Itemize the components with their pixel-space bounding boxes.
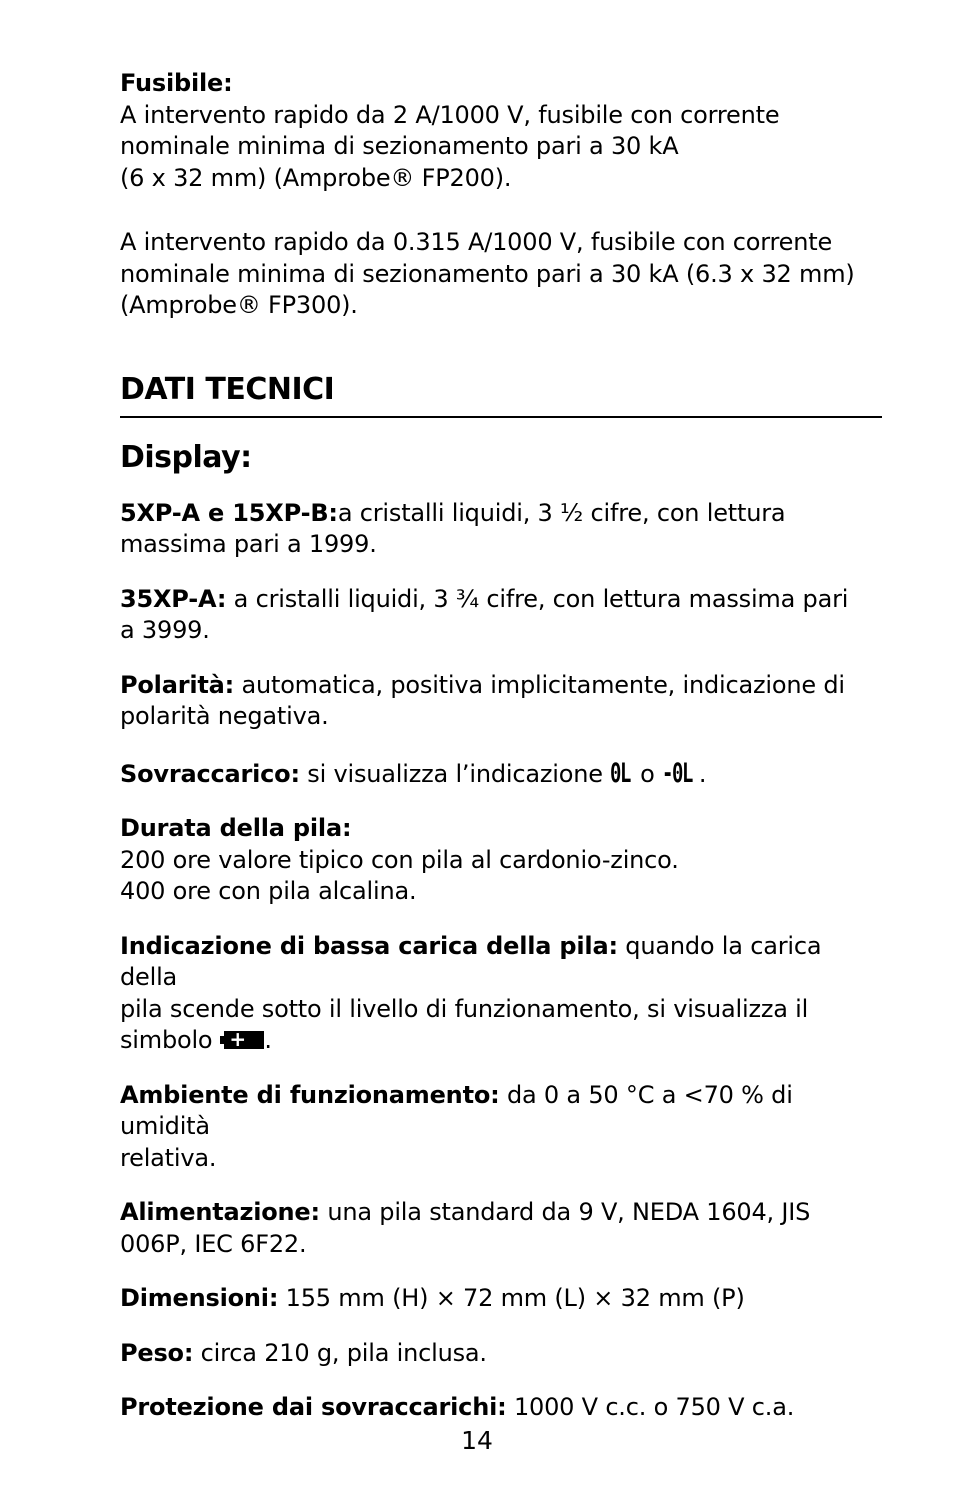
spec-power-text: una pila standard da 9 V, NEDA 1604, JIS bbox=[319, 1198, 811, 1226]
spec-weight bbox=[120, 1338, 882, 1370]
spec-5xp-label: 5XP-A e 15XP-B: bbox=[120, 498, 338, 527]
fuse-p2-line-1: A intervento rapido da 0.315 A/1000 V, fusibile con corrente bbox=[120, 228, 833, 256]
spec-overload-label: Sovraccarico: bbox=[120, 759, 300, 788]
section-divider bbox=[120, 416, 882, 418]
spec-5xp-text: a cristalli liquidi, 3 ½ cifre, con lettura bbox=[337, 498, 786, 527]
spec-low-battery-text: quando la carica della bbox=[120, 931, 822, 991]
display-title: Display: bbox=[120, 439, 252, 475]
fuse-p1-line-1: A intervento rapido da 2 A/1000 V, fusibile con corrente bbox=[120, 100, 780, 129]
spec-35xp bbox=[120, 584, 882, 647]
fuse-p1-line-2: nominale minima di sezionamento pari a 30 kA bbox=[120, 132, 679, 160]
document-page bbox=[120, 68, 882, 1424]
fuse-paragraph-2 bbox=[120, 227, 882, 322]
spec-power-label: Alimentazione: bbox=[120, 1198, 320, 1226]
spec-polarity-text-2: polarità negativa. bbox=[120, 702, 329, 730]
fuse-p1-line-3: (6 x 32 mm) (Amprobe® FP200). bbox=[120, 163, 512, 192]
spec-power-text-2: 006P, IEC 6F22. bbox=[120, 1229, 307, 1258]
fuse-heading: Fusibile: bbox=[120, 69, 233, 97]
overload-symbol-neg-ol: -0L bbox=[662, 757, 693, 789]
spec-35xp-text-2: a 3999. bbox=[120, 616, 210, 644]
spec-polarity-label: Polarità: bbox=[120, 670, 235, 699]
spec-35xp-text: a cristalli liquidi, 3 ¾ cifre, con lettura massima pari bbox=[226, 584, 849, 613]
fuse-p2-line-2: nominale minima di sezionamento pari a 30 kA (6.3 x 32 mm) bbox=[120, 259, 855, 288]
spec-environment-text-2: relativa. bbox=[120, 1143, 217, 1172]
spec-overload-end: . bbox=[698, 759, 707, 788]
spec-weight-label: Peso: bbox=[120, 1338, 194, 1367]
spec-overload-mid: o bbox=[632, 759, 663, 788]
spec-battery-life-line-2: 400 ore con pila alcalina. bbox=[120, 877, 417, 905]
fuse-paragraph-1 bbox=[120, 100, 882, 195]
spec-low-battery-text-3: simbolo bbox=[120, 1026, 213, 1054]
spec-environment-text: da 0 a 50 °C a <70 % di umidità bbox=[120, 1080, 793, 1140]
spec-35xp-label: 35XP-A: bbox=[120, 584, 227, 613]
spec-battery-life bbox=[120, 813, 882, 908]
spec-dimensions-label: Dimensioni: bbox=[120, 1284, 279, 1312]
spec-dimensions bbox=[120, 1283, 882, 1315]
battery-icon: + bbox=[220, 1031, 264, 1049]
spec-overload-protection-text: 1000 V c.c. o 750 V c.a. bbox=[506, 1393, 795, 1421]
spec-overload-protection-label: Protezione dai sovraccarichi: bbox=[120, 1393, 507, 1421]
spec-polarity bbox=[120, 670, 882, 733]
spec-dimensions-text: 155 mm (H) × 72 mm (L) × 32 mm (P) bbox=[278, 1284, 745, 1312]
spec-battery-life-line-1: 200 ore valore tipico con pila al cardonio-zinco. bbox=[120, 845, 679, 874]
overload-symbol-ol: 0L bbox=[610, 757, 631, 789]
spec-low-battery bbox=[120, 931, 882, 1057]
spec-overload-text: si visualizza l’indicazione bbox=[299, 759, 611, 788]
spec-overload bbox=[120, 758, 882, 791]
fuse-p2-line-3: (Amprobe® FP300). bbox=[120, 291, 358, 319]
spec-5xp bbox=[120, 498, 882, 561]
spec-weight-text: circa 210 g, pila inclusa. bbox=[193, 1338, 487, 1367]
spec-low-battery-label: Indicazione di bassa carica della pila: bbox=[120, 931, 618, 960]
page-number: 14 bbox=[461, 1426, 493, 1455]
spec-battery-life-label: Durata della pila: bbox=[120, 814, 352, 842]
spec-environment-label: Ambiente di funzionamento: bbox=[120, 1080, 500, 1109]
spec-low-battery-end: . bbox=[264, 1026, 272, 1054]
spec-5xp-text-2: massima pari a 1999. bbox=[120, 530, 377, 558]
spec-power bbox=[120, 1197, 882, 1260]
spec-low-battery-text-2: pila scende sotto il livello di funzionamento, si visualizza il bbox=[120, 994, 809, 1023]
spec-environment bbox=[120, 1080, 882, 1175]
spec-polarity-text: automatica, positiva implicitamente, indicazione di bbox=[234, 670, 845, 699]
spec-overload-protection bbox=[120, 1392, 882, 1424]
section-title: DATI TECNICI bbox=[120, 371, 335, 407]
